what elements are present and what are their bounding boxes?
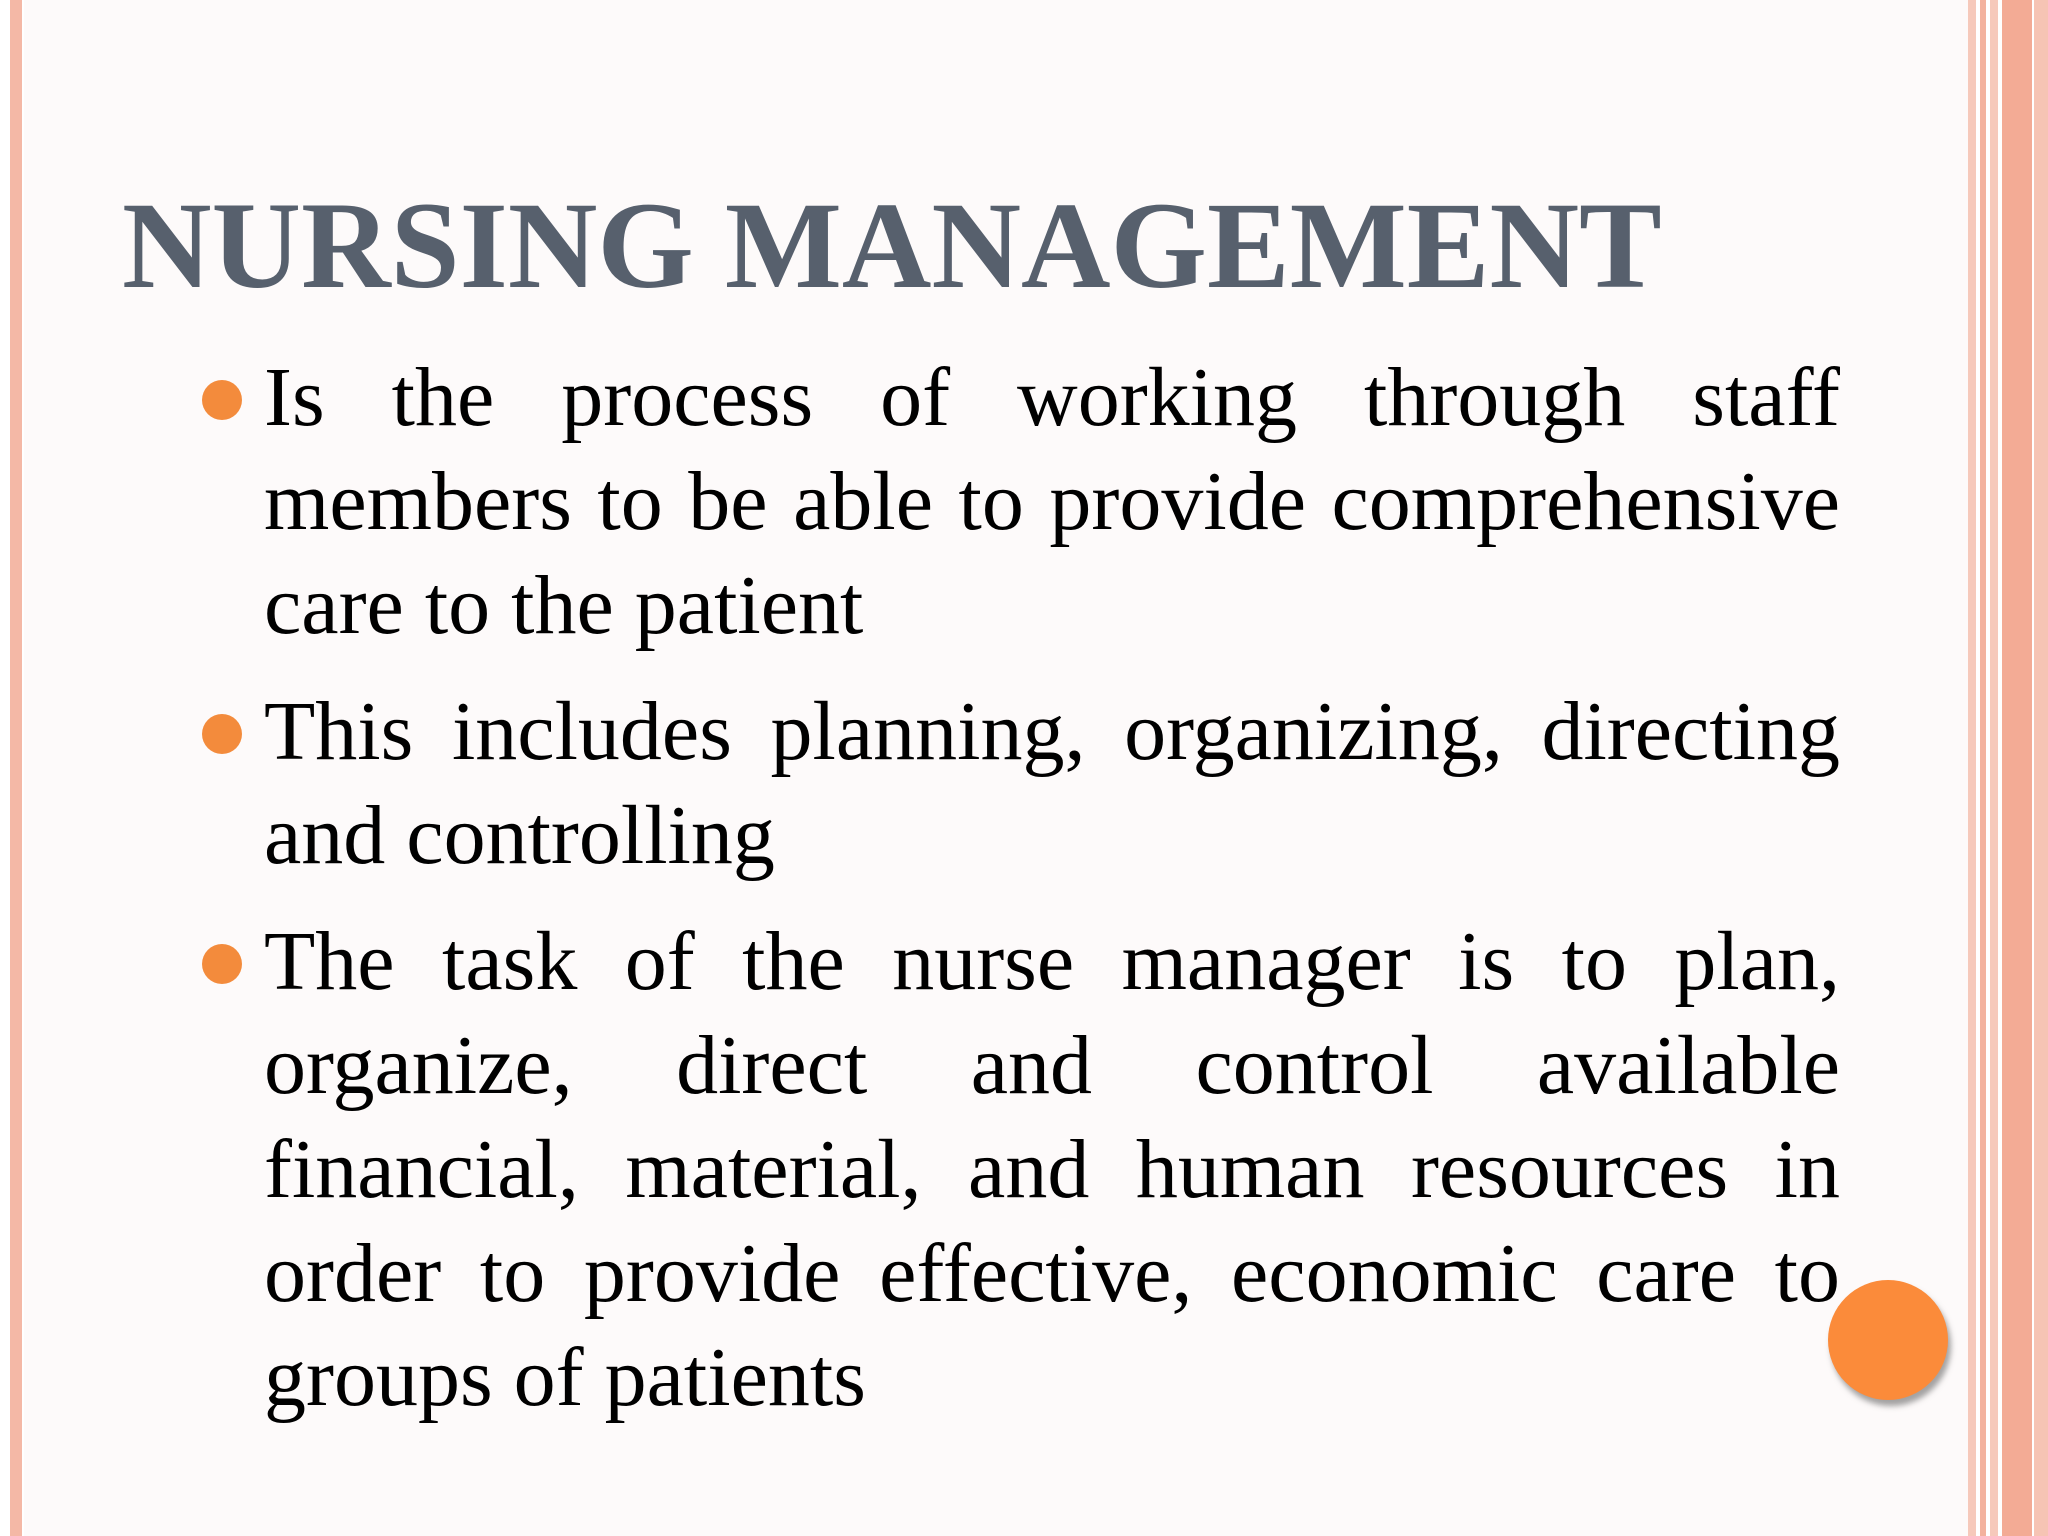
right-stripe [1980, 0, 1986, 1536]
left-border-decoration [0, 0, 24, 1536]
bullet-item-3 [200, 910, 1840, 1430]
decorative-circle-icon [1828, 1280, 1948, 1400]
bullet-list [200, 346, 1840, 1452]
bullet-item-2 [200, 680, 1840, 888]
right-stripe [2034, 0, 2048, 1536]
bullet-text: This includes planning, organizing, directing and controlling [264, 685, 1840, 882]
bullet-dot-icon [202, 380, 242, 420]
bullet-dot-icon [202, 714, 242, 754]
right-border-stripes [1968, 0, 2048, 1536]
right-stripe [2002, 0, 2032, 1536]
right-stripe [1990, 0, 1998, 1536]
bullet-dot-icon [202, 944, 242, 984]
bullet-text: Is the process of working through staff members to be able to provide comprehensive care to the patient [264, 351, 1840, 652]
right-stripe [1968, 0, 1976, 1536]
left-border-bar [10, 0, 22, 1536]
slide-title: NURSING MANAGEMENT [122, 177, 1662, 314]
bullet-text: The task of the nurse manager is to plan, organize, direct and control available financial, material, and human resources in order to provide effective, economic care to groups of patients [264, 915, 1840, 1424]
bullet-item-1 [200, 346, 1840, 658]
